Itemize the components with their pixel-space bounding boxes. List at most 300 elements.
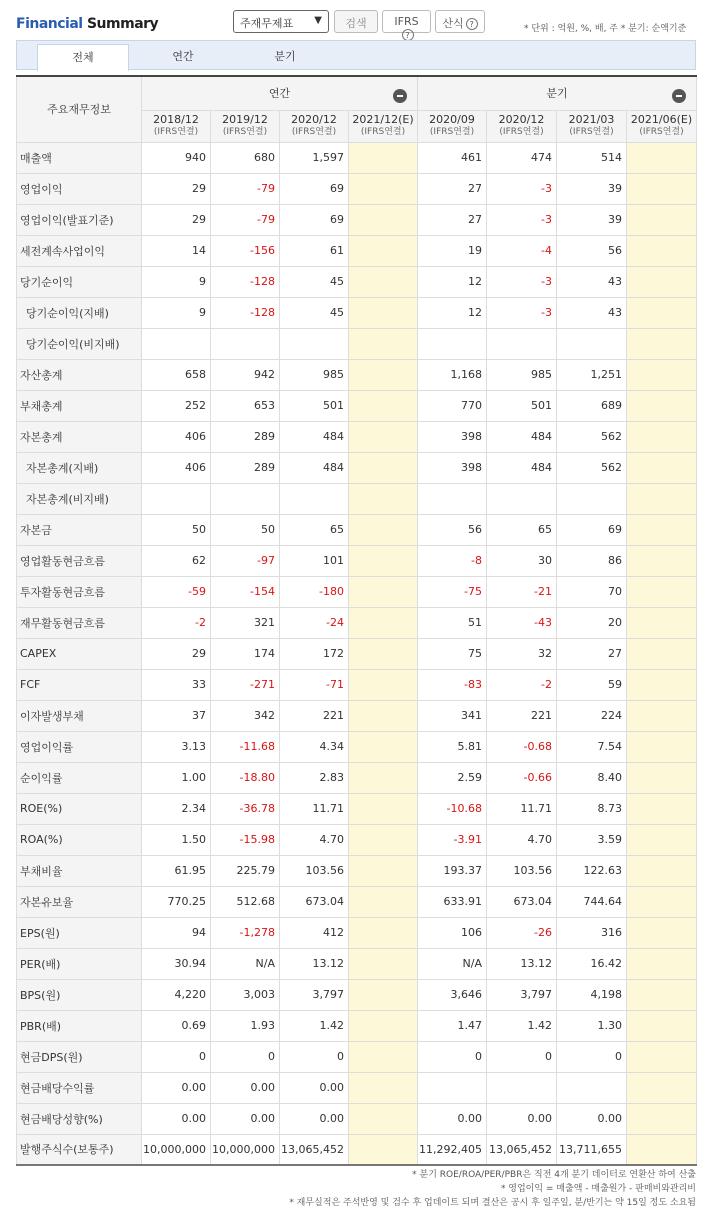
row-label: 순이익률 xyxy=(17,762,142,793)
table-cell xyxy=(487,328,557,359)
table-cell: 398 xyxy=(418,421,487,452)
table-cell: 13,711,655 xyxy=(557,1134,627,1165)
table-cell: -18.80 xyxy=(211,762,280,793)
period-basis: (IFRS연결) xyxy=(153,127,199,137)
table-row xyxy=(17,1041,697,1072)
period-label: 2021/12(E) xyxy=(352,113,414,126)
table-cell: -271 xyxy=(211,669,280,700)
period-basis: (IFRS연결) xyxy=(360,127,406,137)
period-label: 2019/12 xyxy=(222,113,268,126)
table-cell: -0.68 xyxy=(487,731,557,762)
row-label: 영업이익률 xyxy=(17,731,142,762)
table-cell: 1.42 xyxy=(280,1010,349,1041)
table-cell: 474 xyxy=(487,142,557,173)
table-cell xyxy=(349,514,418,545)
header xyxy=(16,8,696,38)
table-cell: 56 xyxy=(557,235,627,266)
row-label: BPS(원) xyxy=(17,979,142,1010)
table-row xyxy=(17,793,697,824)
table-cell: -79 xyxy=(211,204,280,235)
table-cell xyxy=(627,824,697,855)
table-cell xyxy=(349,204,418,235)
table-cell xyxy=(627,700,697,731)
quarter-group-label: 분기 xyxy=(546,87,568,101)
row-label: 영업이익(발표기준) xyxy=(17,204,142,235)
table-cell: 3,797 xyxy=(487,979,557,1010)
period-label: 2021/06(E) xyxy=(630,113,693,126)
period-header xyxy=(487,110,557,142)
table-cell: 45 xyxy=(280,297,349,328)
table-row xyxy=(17,390,697,421)
table-cell: -3 xyxy=(487,297,557,328)
table-cell: 4.70 xyxy=(487,824,557,855)
table-cell: 0 xyxy=(142,1041,211,1072)
table-cell: 172 xyxy=(280,638,349,669)
quarter-group-header xyxy=(418,76,697,110)
table-cell: 770.25 xyxy=(142,886,211,917)
table-cell: -43 xyxy=(487,607,557,638)
table-row xyxy=(17,1134,697,1165)
table-cell: 9 xyxy=(142,297,211,328)
table-cell xyxy=(627,173,697,204)
table-cell: 10,000,000 xyxy=(211,1134,280,1165)
table-row xyxy=(17,979,697,1010)
table-cell: 43 xyxy=(557,266,627,297)
table-cell: 512.68 xyxy=(211,886,280,917)
table-cell: -3 xyxy=(487,266,557,297)
table-cell xyxy=(349,1072,418,1103)
table-cell xyxy=(627,762,697,793)
table-cell: 985 xyxy=(487,359,557,390)
table-cell: 0 xyxy=(557,1041,627,1072)
table-cell: 461 xyxy=(418,142,487,173)
table-cell: 770 xyxy=(418,390,487,421)
table-row xyxy=(17,917,697,948)
row-label: 이자발생부채 xyxy=(17,700,142,731)
row-label: 자본총계 xyxy=(17,421,142,452)
table-cell: 514 xyxy=(557,142,627,173)
table-cell: 484 xyxy=(280,452,349,483)
table-row xyxy=(17,142,697,173)
formula-help-button[interactable] xyxy=(435,10,485,33)
table-cell: 0.00 xyxy=(280,1103,349,1134)
table-cell xyxy=(349,948,418,979)
table-cell: 4,220 xyxy=(142,979,211,1010)
table-cell: 0.00 xyxy=(280,1072,349,1103)
table-cell: 0.00 xyxy=(487,1103,557,1134)
table-cell: -59 xyxy=(142,576,211,607)
table-cell: 8.73 xyxy=(557,793,627,824)
table-cell: 2.83 xyxy=(280,762,349,793)
table-cell: 0.00 xyxy=(557,1103,627,1134)
table-row xyxy=(17,1010,697,1041)
tab-all[interactable]: 전체 xyxy=(37,44,129,71)
table-cell: -97 xyxy=(211,545,280,576)
table-cell: 10,000,000 xyxy=(142,1134,211,1165)
table-cell: 484 xyxy=(280,421,349,452)
row-label: ROA(%) xyxy=(17,824,142,855)
table-cell: 51 xyxy=(418,607,487,638)
table-row xyxy=(17,638,697,669)
table-cell: 29 xyxy=(142,173,211,204)
table-cell xyxy=(557,1072,627,1103)
tab-annual[interactable]: 연간 xyxy=(172,50,194,63)
table-row xyxy=(17,452,697,483)
table-cell: 0.69 xyxy=(142,1010,211,1041)
table-cell: 45 xyxy=(280,266,349,297)
table-cell: 39 xyxy=(557,204,627,235)
table-cell: 3,797 xyxy=(280,979,349,1010)
table-cell xyxy=(627,793,697,824)
table-row xyxy=(17,421,697,452)
table-cell: 62 xyxy=(142,545,211,576)
table-cell: 193.37 xyxy=(418,855,487,886)
row-label: 매출액 xyxy=(17,142,142,173)
table-cell xyxy=(349,917,418,948)
row-label: 발행주식수(보통주) xyxy=(17,1134,142,1165)
table-cell: 658 xyxy=(142,359,211,390)
table-cell xyxy=(349,483,418,514)
table-cell xyxy=(349,700,418,731)
chevron-down-icon: ▼ xyxy=(314,15,322,26)
table-cell xyxy=(627,979,697,1010)
table-cell xyxy=(349,886,418,917)
table-row xyxy=(17,328,697,359)
table-cell: -154 xyxy=(211,576,280,607)
table-cell xyxy=(349,452,418,483)
table-cell: 341 xyxy=(418,700,487,731)
table-cell: 2.34 xyxy=(142,793,211,824)
annual-group-label: 연간 xyxy=(268,87,291,101)
table-cell: 11,292,405 xyxy=(418,1134,487,1165)
table-cell: -75 xyxy=(418,576,487,607)
row-label: ROE(%) xyxy=(17,793,142,824)
title-financial: Financial xyxy=(16,16,83,32)
table-cell xyxy=(349,1103,418,1134)
question-icon: ? xyxy=(466,18,478,30)
table-row xyxy=(17,607,697,638)
table-cell: 30.94 xyxy=(142,948,211,979)
table-cell xyxy=(627,452,697,483)
period-label: 2020/09 xyxy=(429,113,475,126)
table-cell: 33 xyxy=(142,669,211,700)
table-cell: 61.95 xyxy=(142,855,211,886)
table-cell xyxy=(627,917,697,948)
table-cell: 27 xyxy=(557,638,627,669)
footnote: * 재무실적은 주석반영 및 검수 후 업데이트 되며 결산은 공시 후 일주일, 분/반기는 약 15일 정도 소요됨 xyxy=(289,1198,696,1208)
table-cell xyxy=(627,607,697,638)
table-cell: 103.56 xyxy=(487,855,557,886)
table-cell: 3.59 xyxy=(557,824,627,855)
table-cell: 0 xyxy=(418,1041,487,1072)
table-cell: 0.00 xyxy=(142,1103,211,1134)
table-cell: -10.68 xyxy=(418,793,487,824)
table-cell xyxy=(627,948,697,979)
row-label: 영업활동현금흐름 xyxy=(17,545,142,576)
table-cell: 27 xyxy=(418,173,487,204)
table-cell xyxy=(627,328,697,359)
table-cell: 689 xyxy=(557,390,627,421)
period-header xyxy=(557,110,627,142)
table-cell: 50 xyxy=(142,514,211,545)
table-cell: 59 xyxy=(557,669,627,700)
table-cell: 69 xyxy=(280,173,349,204)
table-cell: 316 xyxy=(557,917,627,948)
table-cell xyxy=(280,328,349,359)
table-cell: -1,278 xyxy=(211,917,280,948)
period-basis: (IFRS연결) xyxy=(291,127,337,137)
row-label: 현금배당성향(%) xyxy=(17,1103,142,1134)
table-cell xyxy=(349,235,418,266)
table-cell: 94 xyxy=(142,917,211,948)
table-cell xyxy=(627,1103,697,1134)
table-cell: -180 xyxy=(280,576,349,607)
table-cell xyxy=(487,1072,557,1103)
table-cell xyxy=(349,1010,418,1041)
table-row xyxy=(17,762,697,793)
title-summary: Summary xyxy=(86,16,159,32)
table-cell: -3 xyxy=(487,173,557,204)
table-cell: -11.68 xyxy=(211,731,280,762)
table-cell: 398 xyxy=(418,452,487,483)
table-cell: -79 xyxy=(211,173,280,204)
table-cell xyxy=(627,514,697,545)
table-cell: 653 xyxy=(211,390,280,421)
row-label: 자본총계(비지배) xyxy=(17,483,142,514)
table-cell: 484 xyxy=(487,452,557,483)
table-cell xyxy=(211,328,280,359)
table-cell: 29 xyxy=(142,638,211,669)
table-cell: -8 xyxy=(418,545,487,576)
table-row xyxy=(17,576,697,607)
table-row xyxy=(17,514,697,545)
table-cell xyxy=(627,390,697,421)
row-label: 투자활동현금흐름 xyxy=(17,576,142,607)
table-cell xyxy=(557,483,627,514)
table-cell: 1.30 xyxy=(557,1010,627,1041)
period-header xyxy=(418,110,487,142)
table-cell: 406 xyxy=(142,421,211,452)
question-icon: ? xyxy=(402,29,414,41)
table-cell xyxy=(349,731,418,762)
table-cell: 30 xyxy=(487,545,557,576)
table-cell: -83 xyxy=(418,669,487,700)
table-cell xyxy=(627,266,697,297)
period-label: 2021/03 xyxy=(568,113,615,126)
table-cell xyxy=(349,1041,418,1072)
corner-header: 주요재무정보 xyxy=(17,76,142,142)
table-cell xyxy=(349,793,418,824)
table-cell xyxy=(627,483,697,514)
formula-label: 산식 xyxy=(442,17,464,30)
table-cell xyxy=(627,142,697,173)
table-cell xyxy=(418,483,487,514)
table-cell: 56 xyxy=(418,514,487,545)
table-cell: 0 xyxy=(487,1041,557,1072)
table-cell: 65 xyxy=(280,514,349,545)
table-cell xyxy=(627,886,697,917)
table-cell: 37 xyxy=(142,700,211,731)
table-cell: 1.50 xyxy=(142,824,211,855)
row-label: CAPEX xyxy=(17,638,142,669)
table-cell: 562 xyxy=(557,421,627,452)
row-label: 자본금 xyxy=(17,514,142,545)
table-row xyxy=(17,173,697,204)
table-cell xyxy=(349,824,418,855)
table-row xyxy=(17,266,697,297)
table-cell: 7.54 xyxy=(557,731,627,762)
collapse-annual-icon[interactable] xyxy=(393,89,407,103)
table-row xyxy=(17,1072,697,1103)
table-cell: 61 xyxy=(280,235,349,266)
table-cell: 3.13 xyxy=(142,731,211,762)
row-label: 영업이익 xyxy=(17,173,142,204)
table-cell: 20 xyxy=(557,607,627,638)
table-cell: 106 xyxy=(418,917,487,948)
table-cell: -0.66 xyxy=(487,762,557,793)
table-cell: 484 xyxy=(487,421,557,452)
table-cell: 122.63 xyxy=(557,855,627,886)
table-cell: 1.93 xyxy=(211,1010,280,1041)
table-cell xyxy=(142,483,211,514)
table-cell: 406 xyxy=(142,452,211,483)
table-cell: 744.64 xyxy=(557,886,627,917)
table-cell: -24 xyxy=(280,607,349,638)
table-cell: 70 xyxy=(557,576,627,607)
table-cell xyxy=(627,1041,697,1072)
table-cell xyxy=(349,979,418,1010)
table-cell: 13.12 xyxy=(487,948,557,979)
table-cell: 501 xyxy=(487,390,557,421)
table-cell: N/A xyxy=(211,948,280,979)
table-row xyxy=(17,669,697,700)
row-label: 당기순이익(지배) xyxy=(17,297,142,328)
period-label: 2020/12 xyxy=(498,113,545,126)
tab-quarter[interactable]: 분기 xyxy=(274,50,296,63)
period-basis: (IFRS연결) xyxy=(499,127,544,137)
table-cell: 0 xyxy=(280,1041,349,1072)
table-cell xyxy=(627,421,697,452)
period-label: 2018/12 xyxy=(153,113,199,126)
units-note: * 단위 : 억원, %, 배, 주 * 분기: 순액기준 xyxy=(524,24,687,34)
table-cell: 86 xyxy=(557,545,627,576)
table-row xyxy=(17,948,697,979)
table-cell: 412 xyxy=(280,917,349,948)
period-basis: (IFRS연결) xyxy=(569,127,614,137)
table-cell xyxy=(557,328,627,359)
table-cell: 1,168 xyxy=(418,359,487,390)
table-cell xyxy=(349,545,418,576)
table-cell: 1.47 xyxy=(418,1010,487,1041)
period-basis: (IFRS연결) xyxy=(639,127,684,137)
table-cell xyxy=(349,390,418,421)
table-cell xyxy=(627,1072,697,1103)
table-cell: 1.00 xyxy=(142,762,211,793)
table-cell: -3.91 xyxy=(418,824,487,855)
table-cell: 50 xyxy=(211,514,280,545)
period-basis: (IFRS연결) xyxy=(222,127,268,137)
row-label: 세전계속사업이익 xyxy=(17,235,142,266)
row-label: 당기순이익 xyxy=(17,266,142,297)
table-cell: 11.71 xyxy=(487,793,557,824)
table-row xyxy=(17,824,697,855)
table-cell: N/A xyxy=(418,948,487,979)
period-header xyxy=(349,110,418,142)
row-label: FCF xyxy=(17,669,142,700)
table-cell: 13,065,452 xyxy=(487,1134,557,1165)
table-row xyxy=(17,359,697,390)
table-cell: -156 xyxy=(211,235,280,266)
table-row xyxy=(17,297,697,328)
period-header xyxy=(142,110,211,142)
table-cell: 13,065,452 xyxy=(280,1134,349,1165)
row-label: 자본유보율 xyxy=(17,886,142,917)
table-cell: 985 xyxy=(280,359,349,390)
footnote: * 분기 ROE/ROA/PER/PBR은 직전 4개 분기 데이터로 연환산 하여 산출 xyxy=(412,1170,696,1180)
table-cell xyxy=(627,731,697,762)
table-cell: 39 xyxy=(557,173,627,204)
table-cell: 1,597 xyxy=(280,142,349,173)
financial-summary-table xyxy=(16,75,697,1166)
ifrs-help-button[interactable] xyxy=(382,10,431,40)
footnote: * 영업이익 = 매출액 - 매출원가 - 판매비와관리비 xyxy=(500,1184,696,1194)
table-cell xyxy=(142,328,211,359)
table-cell: 69 xyxy=(280,204,349,235)
table-cell xyxy=(349,576,418,607)
collapse-quarter-icon[interactable] xyxy=(672,89,686,103)
table-cell xyxy=(349,266,418,297)
table-cell: -4 xyxy=(487,235,557,266)
table-cell xyxy=(349,328,418,359)
table-cell: 225.79 xyxy=(211,855,280,886)
period-header xyxy=(211,110,280,142)
search-button[interactable]: 검색 xyxy=(334,10,378,33)
table-cell: 14 xyxy=(142,235,211,266)
table-cell: -71 xyxy=(280,669,349,700)
table-cell: 3,003 xyxy=(211,979,280,1010)
table-row xyxy=(17,545,697,576)
table-cell xyxy=(349,855,418,886)
table-cell: 289 xyxy=(211,421,280,452)
row-label: 당기순이익(비지배) xyxy=(17,328,142,359)
table-row xyxy=(17,483,697,514)
table-cell: 4,198 xyxy=(557,979,627,1010)
table-cell xyxy=(627,545,697,576)
table-cell: 0.00 xyxy=(211,1103,280,1134)
table-cell: 224 xyxy=(557,700,627,731)
period-tabs xyxy=(16,40,696,70)
row-label: 현금배당수익률 xyxy=(17,1072,142,1103)
table-cell: 29 xyxy=(142,204,211,235)
table-cell: -3 xyxy=(487,204,557,235)
table-cell: 65 xyxy=(487,514,557,545)
table-cell: 289 xyxy=(211,452,280,483)
table-cell: 342 xyxy=(211,700,280,731)
period-header xyxy=(627,110,697,142)
table-cell xyxy=(627,204,697,235)
row-label: 부채총계 xyxy=(17,390,142,421)
table-cell: 3,646 xyxy=(418,979,487,1010)
annual-group-header xyxy=(142,76,418,110)
table-cell xyxy=(211,483,280,514)
table-cell: 101 xyxy=(280,545,349,576)
statement-type-select[interactable] xyxy=(233,10,329,33)
row-label: 자본총계(지배) xyxy=(17,452,142,483)
table-cell: 321 xyxy=(211,607,280,638)
table-cell: 4.34 xyxy=(280,731,349,762)
table-cell: 19 xyxy=(418,235,487,266)
table-cell: 4.70 xyxy=(280,824,349,855)
